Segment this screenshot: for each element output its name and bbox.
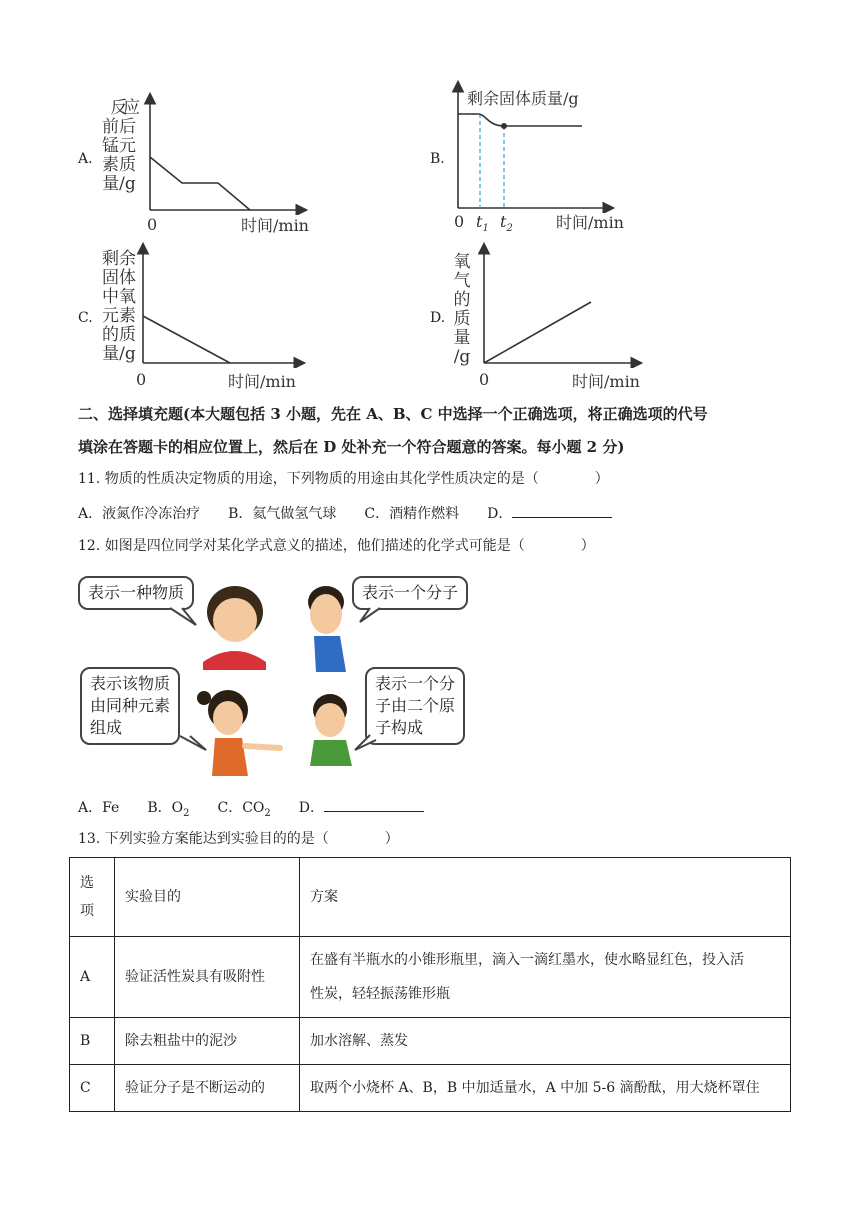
row-c-goal: 验证分子是不断运动的 xyxy=(115,1065,300,1112)
q11-option-c: C．酒精作燃料 xyxy=(364,506,460,522)
q11-option-a: A．液氮作冷冻治疗 xyxy=(78,506,201,522)
q11-option-d: D． xyxy=(487,506,513,522)
graph-b-ylabel: 剩余固体质量/g xyxy=(467,89,579,108)
graph-b-t1: $t_1$ xyxy=(476,212,489,235)
table-row xyxy=(70,1018,791,1065)
row-b-goal: 除去粗盐中的泥沙 xyxy=(115,1018,300,1065)
q11-options xyxy=(78,503,612,524)
q13-table xyxy=(69,857,791,1112)
row-c-option: C xyxy=(70,1065,115,1112)
graph-c-origin: 0 xyxy=(136,370,147,389)
bubble-substance: 表示一种物质 xyxy=(78,576,194,610)
tail-2 xyxy=(360,608,380,622)
row-c-plan: 取两个小烧杯 A、B，B 中加适量水，A 中加 5-6 滴酚酞，用大烧杯罩住 xyxy=(300,1065,791,1112)
graph-c-curve xyxy=(143,316,230,363)
graph-a-plot xyxy=(140,90,320,215)
graph-d-ylabel: 氧 气 的 质 量 /g xyxy=(453,252,471,367)
section-2-line-2: 填涂在答题卡的相应位置上，然后在 D 处补充一个符合题意的答案。每小题 2 分) xyxy=(78,438,625,456)
q12-stem: 12. 如图是四位同学对某化学式意义的描述，他们描述的化学式可能是（ ） xyxy=(78,538,595,554)
q12-blank[interactable] xyxy=(324,797,424,812)
bubble-molecule: 表示一个分子 xyxy=(352,576,468,610)
q13-stem: 13. 下列实验方案能达到实验目的的是（ ） xyxy=(78,831,399,847)
student-boy-2-icon xyxy=(308,586,346,672)
option-b-label: B. xyxy=(430,151,445,167)
graph-d-plot xyxy=(478,240,648,368)
graph-d-xlabel: 时间/min xyxy=(572,372,640,391)
row-b-option: B xyxy=(70,1018,115,1065)
bubble-atoms: 表示一个分 子由二个原 子构成 xyxy=(365,667,465,745)
q11-stem: 11. 物质的性质决定物质的用途，下列物质的用途由其化学性质决定的是（ ） xyxy=(78,471,609,487)
graph-b-origin: 0 xyxy=(454,212,465,231)
graph-a-ylabel: 反 应 前后 锰元 素质 量/g xyxy=(102,98,140,194)
graph-b-plot xyxy=(450,78,620,213)
graph-c-plot xyxy=(135,240,315,368)
table-row xyxy=(70,937,791,1018)
tail-3 xyxy=(180,736,206,750)
row-b-plan: 加水溶解、蒸发 xyxy=(300,1018,791,1065)
graph-c-xlabel: 时间/min xyxy=(228,372,296,391)
q12-option-a: A．Fe xyxy=(78,800,120,816)
graph-b-xlabel: 时间/min xyxy=(556,213,624,232)
bubble-element: 表示该物质 由同种元素 组成 xyxy=(80,667,180,745)
student-girl-icon xyxy=(197,690,280,776)
graph-b-t2: $t_2$ xyxy=(500,212,513,235)
q12-figures xyxy=(70,570,490,785)
option-a-label: A. xyxy=(78,151,93,167)
graph-b-curve xyxy=(458,114,582,126)
option-c-label: C. xyxy=(78,310,93,326)
graph-b-point xyxy=(501,123,507,129)
q11-blank[interactable] xyxy=(512,503,612,518)
graph-c-ylabel: 剩余 固体 中氧 元素 的质 量/g xyxy=(102,249,136,364)
header-goal: 实验目的 xyxy=(115,858,300,937)
row-a-goal: 验证活性炭具有吸附性 xyxy=(115,937,300,1018)
table-header-row xyxy=(70,858,791,937)
student-boy-1-icon xyxy=(203,586,266,670)
q11-option-b: B．氦气做氢气球 xyxy=(228,506,337,522)
tail-1 xyxy=(170,608,196,625)
q12-option-b: B．$O_2$ xyxy=(147,800,190,819)
header-plan: 方案 xyxy=(300,858,791,937)
graph-a-curve xyxy=(150,157,250,210)
row-a-plan: 在盛有半瓶水的小锥形瓶里，滴入一滴红墨水，使水略显红色，投入活 性炭，轻轻振荡锥形瓶 xyxy=(300,937,791,1018)
q12-option-c: C．$CO_2$ xyxy=(217,800,271,819)
graph-d-curve xyxy=(484,302,591,363)
tail-4 xyxy=(355,735,376,750)
section-2-line-1: 二、选择填充题(本大题包括 3 小题，先在 A、B、C 中选择一个正确选项，将正确选项的代号 xyxy=(78,405,708,423)
graph-a-xlabel: 时间/min xyxy=(241,216,309,235)
graph-d-origin: 0 xyxy=(479,370,490,389)
q12-options xyxy=(78,797,424,824)
header-option: 选 项 xyxy=(70,858,115,937)
option-d-label: D. xyxy=(430,310,446,326)
q12-option-d: D． xyxy=(298,800,324,816)
table-row xyxy=(70,1065,791,1112)
graph-a-origin: 0 xyxy=(147,215,158,234)
student-boy-3-icon xyxy=(310,694,352,766)
row-a-option: A xyxy=(70,937,115,1018)
